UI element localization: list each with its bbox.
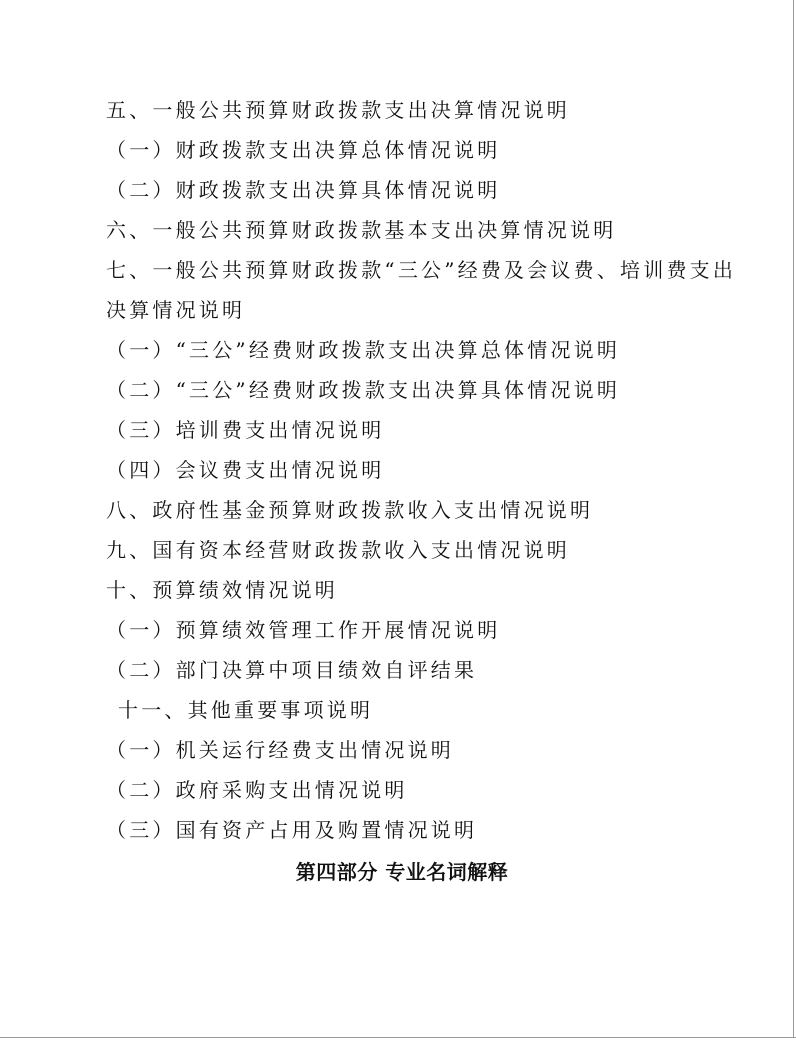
toc-subitem-10-2: （二）部门决算中项目绩效自评结果 — [106, 658, 478, 682]
toc-subitem-11-2: （二）政府采购支出情况说明 — [106, 778, 408, 802]
toc-subitem-10-1: （一）预算绩效管理工作开展情况说明 — [106, 618, 501, 642]
section-heading: 第四部分 专业名词解释 — [295, 860, 509, 884]
page-border-right — [793, 0, 794, 1038]
toc-item-11: 十一、其他重要事项说明 — [118, 698, 374, 722]
toc-subitem-11-3: （三）国有资产占用及购置情况说明 — [106, 818, 478, 842]
toc-subitem-5-1: （一）财政拨款支出决算总体情况说明 — [106, 138, 501, 162]
toc-subitem-7-2: （二）“三公”经费财政拨款支出决算具体情况说明 — [106, 378, 621, 402]
toc-item-5: 五、一般公共预算财政拨款支出决算情况说明 — [106, 98, 570, 122]
toc-subitem-7-3: （三）培训费支出情况说明 — [106, 418, 385, 442]
table-of-contents — [0, 90, 796, 850]
toc-item-9: 九、国有资本经营财政拨款收入支出情况说明 — [106, 538, 570, 562]
toc-item-8: 八、政府性基金预算财政拨款收入支出情况说明 — [106, 498, 594, 522]
toc-item-10: 十、预算绩效情况说明 — [106, 578, 338, 602]
toc-subitem-7-1: （一）“三公”经费财政拨款支出决算总体情况说明 — [106, 338, 621, 362]
toc-item-7-continued: 决算情况说明 — [106, 298, 246, 322]
toc-subitem-11-1: （一）机关运行经费支出情况说明 — [106, 738, 454, 762]
page-border-bottom — [0, 1037, 796, 1038]
toc-item-7: 七、一般公共预算财政拨款“三公”经费及会议费、培训费支出 — [106, 258, 737, 282]
toc-subitem-7-4: （四）会议费支出情况说明 — [106, 458, 385, 482]
toc-item-6: 六、一般公共预算财政拨款基本支出决算情况说明 — [106, 218, 617, 242]
toc-subitem-5-2: （二）财政拨款支出决算具体情况说明 — [106, 178, 501, 202]
